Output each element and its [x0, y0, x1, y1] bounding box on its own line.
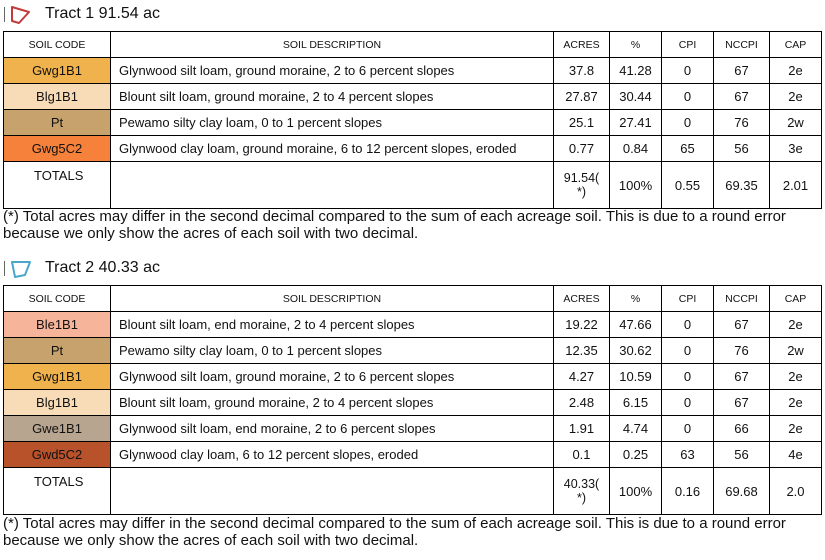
- header-divider: [4, 261, 5, 276]
- acres-cell: 12.35: [554, 338, 610, 364]
- cap-cell: 2e: [770, 312, 822, 338]
- acres-cell: 19.22: [554, 312, 610, 338]
- tract-polygon-icon: [9, 4, 35, 26]
- soil-description-cell: Glynwood silt loam, end moraine, 2 to 6 percent slopes: [111, 416, 554, 442]
- cpi-cell: 0: [662, 58, 714, 84]
- table-row: [4, 136, 822, 162]
- totals-cap: 2.0: [770, 468, 822, 515]
- table-row: [4, 364, 822, 390]
- nccpi-cell: 66: [714, 416, 770, 442]
- soil-description-cell: Glynwood silt loam, ground moraine, 2 to 6 percent slopes: [111, 364, 554, 390]
- cpi-cell: 0: [662, 312, 714, 338]
- soil-code-cell: Pt: [4, 110, 111, 136]
- table-row: [4, 442, 822, 468]
- totals-label: TOTALS: [4, 162, 111, 209]
- header-soil-code: SOIL CODE: [4, 286, 111, 312]
- tract-2-section: [0, 254, 825, 549]
- acres-cell: 27.87: [554, 84, 610, 110]
- nccpi-cell: 56: [714, 442, 770, 468]
- cpi-cell: 0: [662, 84, 714, 110]
- table-row: [4, 390, 822, 416]
- totals-row: [4, 468, 822, 515]
- header-cap: CAP: [770, 32, 822, 58]
- soil-description-cell: Pewamo silty clay loam, 0 to 1 percent slopes: [111, 110, 554, 136]
- rounding-note: (*) Total acres may differ in the second decimal compared to the sum of each acreage soil. This is due to a round error because we only show the acres of each soil with two decimal.: [3, 515, 786, 549]
- cpi-cell: 0: [662, 338, 714, 364]
- cpi-cell: 63: [662, 442, 714, 468]
- header-cpi: CPI: [662, 286, 714, 312]
- table-header-row: [4, 286, 822, 312]
- totals-label: TOTALS: [4, 468, 111, 515]
- tract-title: Tract 1 91.54 ac: [45, 5, 161, 22]
- totals-acres: 40.33( *): [554, 468, 610, 515]
- header-divider: [4, 7, 5, 22]
- header-cap: CAP: [770, 286, 822, 312]
- tract-1-section: [0, 0, 825, 242]
- header-soil-description: SOIL DESCRIPTION: [111, 32, 554, 58]
- totals-description-cell: [111, 468, 554, 515]
- cpi-cell: 0: [662, 364, 714, 390]
- soil-description-cell: Glynwood silt loam, ground moraine, 2 to 6 percent slopes: [111, 58, 554, 84]
- nccpi-cell: 67: [714, 84, 770, 110]
- cpi-cell: 0: [662, 390, 714, 416]
- soil-description-cell: Pewamo silty clay loam, 0 to 1 percent slopes: [111, 338, 554, 364]
- percent-cell: 6.15: [610, 390, 662, 416]
- soil-code-cell: Gwg5C2: [4, 136, 111, 162]
- cap-cell: 2e: [770, 416, 822, 442]
- soil-code-cell: Gwd5C2: [4, 442, 111, 468]
- soil-code-cell: Blg1B1: [4, 390, 111, 416]
- acres-cell: 0.1: [554, 442, 610, 468]
- cap-cell: 2e: [770, 390, 822, 416]
- percent-cell: 30.62: [610, 338, 662, 364]
- nccpi-cell: 76: [714, 338, 770, 364]
- cpi-cell: 0: [662, 110, 714, 136]
- soil-code-cell: Ble1B1: [4, 312, 111, 338]
- table-row: [4, 84, 822, 110]
- table-row: [4, 416, 822, 442]
- header-nccpi: NCCPI: [714, 32, 770, 58]
- totals-row: [4, 162, 822, 209]
- percent-cell: 41.28: [610, 58, 662, 84]
- soil-code-cell: Gwg1B1: [4, 364, 111, 390]
- soil-code-cell: Pt: [4, 338, 111, 364]
- totals-cap: 2.01: [770, 162, 822, 209]
- totals-percent: 100%: [610, 468, 662, 515]
- percent-cell: 0.84: [610, 136, 662, 162]
- soil-description-cell: Glynwood clay loam, 6 to 12 percent slopes, eroded: [111, 442, 554, 468]
- acres-cell: 25.1: [554, 110, 610, 136]
- header-soil-code: SOIL CODE: [4, 32, 111, 58]
- acres-cell: 37.8: [554, 58, 610, 84]
- soil-code-cell: Gwg1B1: [4, 58, 111, 84]
- tract-polygon-icon: [9, 258, 35, 280]
- soil-description-cell: Blount silt loam, ground moraine, 2 to 4 percent slopes: [111, 84, 554, 110]
- cap-cell: 2e: [770, 364, 822, 390]
- nccpi-cell: 67: [714, 312, 770, 338]
- nccpi-cell: 67: [714, 364, 770, 390]
- cap-cell: 2e: [770, 84, 822, 110]
- percent-cell: 10.59: [610, 364, 662, 390]
- tract-title: Tract 2 40.33 ac: [45, 259, 161, 276]
- header-cpi: CPI: [662, 32, 714, 58]
- percent-cell: 4.74: [610, 416, 662, 442]
- percent-cell: 47.66: [610, 312, 662, 338]
- header-nccpi: NCCPI: [714, 286, 770, 312]
- rounding-note: (*) Total acres may differ in the second decimal compared to the sum of each acreage soil. This is due to a round error because we only show the acres of each soil with two decimal.: [3, 208, 786, 242]
- cap-cell: 2w: [770, 110, 822, 136]
- header-soil-description: SOIL DESCRIPTION: [111, 286, 554, 312]
- table-header-row: [4, 32, 822, 58]
- soil-code-cell: Gwe1B1: [4, 416, 111, 442]
- percent-cell: 27.41: [610, 110, 662, 136]
- totals-nccpi: 69.68: [714, 468, 770, 515]
- nccpi-cell: 67: [714, 390, 770, 416]
- nccpi-cell: 76: [714, 110, 770, 136]
- soil-code-cell: Blg1B1: [4, 84, 111, 110]
- soil-description-cell: Blount silt loam, ground moraine, 2 to 4 percent slopes: [111, 390, 554, 416]
- totals-acres: 91.54( *): [554, 162, 610, 209]
- soil-table: [3, 31, 822, 209]
- acres-cell: 4.27: [554, 364, 610, 390]
- tract-1-header: [0, 0, 825, 30]
- table-row: [4, 312, 822, 338]
- acres-cell: 0.77: [554, 136, 610, 162]
- cap-cell: 4e: [770, 442, 822, 468]
- cap-cell: 2e: [770, 58, 822, 84]
- soil-description-cell: Blount silt loam, end moraine, 2 to 4 percent slopes: [111, 312, 554, 338]
- nccpi-cell: 56: [714, 136, 770, 162]
- totals-percent: 100%: [610, 162, 662, 209]
- cap-cell: 2w: [770, 338, 822, 364]
- nccpi-cell: 67: [714, 58, 770, 84]
- table-row: [4, 110, 822, 136]
- header-percent: %: [610, 286, 662, 312]
- header-acres: ACRES: [554, 286, 610, 312]
- percent-cell: 0.25: [610, 442, 662, 468]
- header-acres: ACRES: [554, 32, 610, 58]
- soil-description-cell: Glynwood clay loam, ground moraine, 6 to 12 percent slopes, eroded: [111, 136, 554, 162]
- cpi-cell: 0: [662, 416, 714, 442]
- percent-cell: 30.44: [610, 84, 662, 110]
- cap-cell: 3e: [770, 136, 822, 162]
- totals-cpi: 0.16: [662, 468, 714, 515]
- tract-2-header: [0, 254, 825, 284]
- table-row: [4, 338, 822, 364]
- cpi-cell: 65: [662, 136, 714, 162]
- table-row: [4, 58, 822, 84]
- totals-nccpi: 69.35: [714, 162, 770, 209]
- soil-table: [3, 285, 822, 515]
- totals-cpi: 0.55: [662, 162, 714, 209]
- acres-cell: 1.91: [554, 416, 610, 442]
- totals-description-cell: [111, 162, 554, 209]
- acres-cell: 2.48: [554, 390, 610, 416]
- header-percent: %: [610, 32, 662, 58]
